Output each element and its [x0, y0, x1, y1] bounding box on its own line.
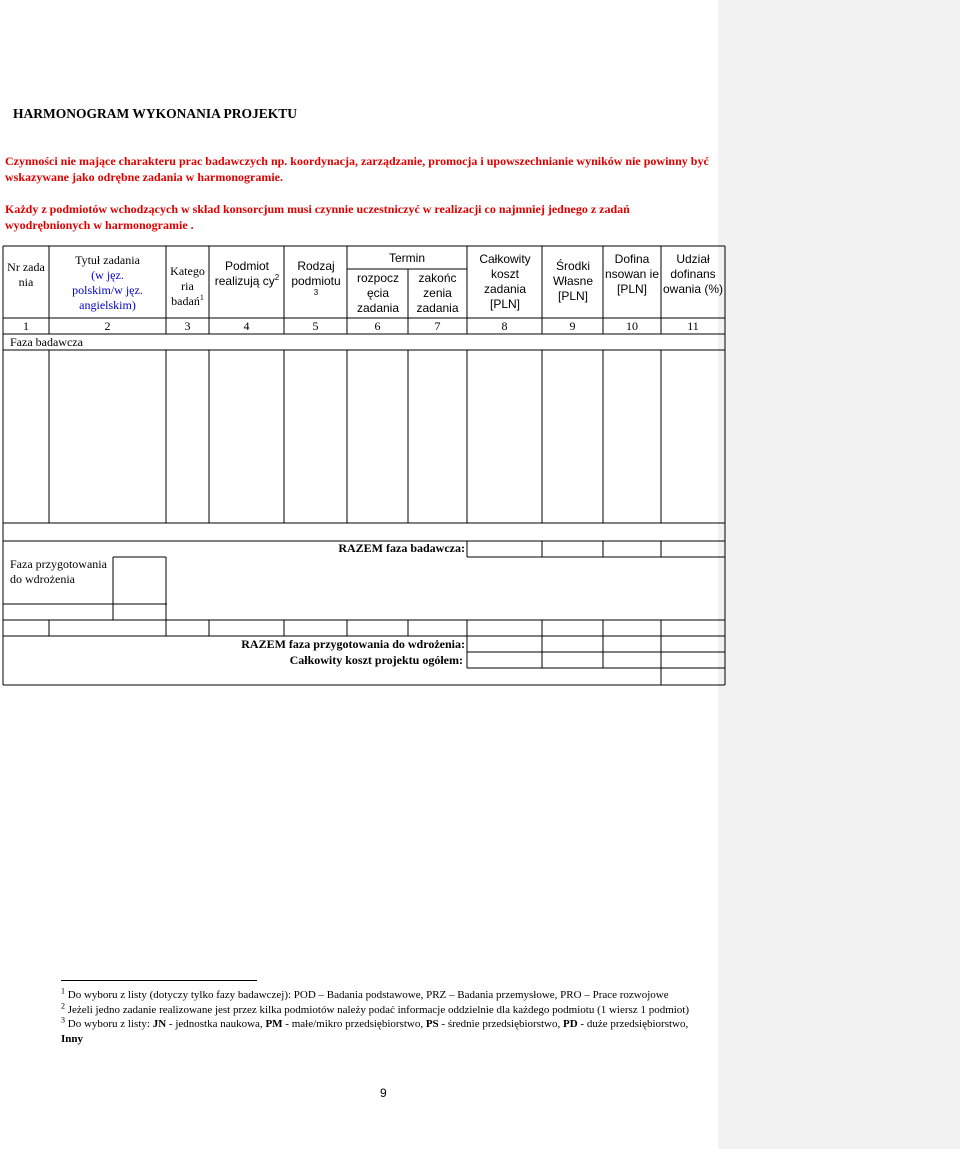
header-executing-entity-label: Podmiot realizują cy	[214, 259, 275, 288]
footnote-ref-3: 3	[313, 288, 319, 297]
footnote-3-code-jn: JN	[152, 1018, 167, 1030]
phase-implementation-label: Faza przygotowania do wdrożenia	[10, 557, 107, 586]
phase-research-label: Faza badawcza	[10, 335, 83, 349]
header-task-title-line4: angielskim)	[79, 298, 136, 312]
header-task-title-line2: (w jęz.	[91, 268, 124, 282]
footnote-3-number: 3	[61, 1015, 65, 1025]
header-own-funds: Środki Własne [PLN]	[552, 259, 593, 303]
footnote-3-code-pm: PM	[265, 1018, 283, 1030]
footnote-ref-2: 2	[274, 273, 280, 282]
header-task-title	[50, 253, 165, 313]
footnote-3-desc-jn: - jednostka naukowa,	[168, 1018, 263, 1030]
footnote-3-code-pd: PD	[563, 1018, 578, 1030]
instruction-note-1: Czynności nie mające charakteru prac badawczych np. koordynacja, zarządzanie, promocja i upowszechnianie wyników nie powinny być wskazywane jako odrębne zadania w harmonogramie.	[5, 154, 709, 184]
header-task-title-line3: polskim/w jęz.	[72, 283, 143, 297]
instruction-note-2: Każdy z podmiotów wchodzących w skład konsorcjum musi czynnie uczestniczyć w realizacji co najmniej jednego z zadań wyodrębnionych w harmonogramie .	[5, 202, 630, 232]
header-research-category-label: Katego ria badań	[170, 264, 205, 308]
column-number: 11	[687, 319, 699, 333]
header-task-title-line1: Tytuł zadania	[75, 253, 140, 267]
footnote-1	[61, 988, 713, 1003]
page-number: 9	[380, 1086, 387, 1100]
footnote-3-intro: Do wyboru z listy:	[67, 1018, 150, 1030]
column-number: 5	[312, 319, 319, 333]
footnote-3-desc-pd: - duże przedsiębiorstwo,	[580, 1018, 689, 1030]
footnote-separator	[61, 980, 257, 981]
column-number: 4	[243, 319, 250, 333]
header-entity-type-label: Rodzaj podmiotu	[291, 259, 341, 288]
column-number: 8	[501, 319, 508, 333]
footnotes	[61, 988, 713, 1046]
header-cofinancing: Dofina nsowan ie [PLN]	[604, 252, 660, 296]
footnote-1-number: 1	[61, 986, 65, 996]
footnote-1-text: Do wyboru z listy (dotyczy tylko fazy badawczej): POD – Badania podstawowe, PRZ – Badania przemysłowe, PRO – Prace rozwojowe	[67, 989, 669, 1001]
footnote-3	[61, 1017, 713, 1046]
header-start-date: rozpocz ęcia zadania	[356, 271, 400, 315]
header-cofinancing-share: Udział dofinans owania (%)	[662, 252, 724, 296]
total-implementation-label: RAZEM faza przygotowania do wdrożenia:	[241, 637, 465, 651]
column-number: 7	[434, 319, 441, 333]
column-number: 3	[184, 319, 191, 333]
footnote-3-desc-pm: - małe/mikro przedsiębiorstwo,	[285, 1018, 424, 1030]
header-term: Termin	[388, 251, 425, 265]
footnote-3-desc-ps: - średnie przedsiębiorstwo,	[441, 1018, 561, 1030]
footnote-ref-1: 1	[199, 293, 204, 302]
footnote-2-number: 2	[61, 1000, 65, 1010]
column-number: 1	[23, 319, 29, 333]
page-title: HARMONOGRAM WYKONANIA PROJEKTU	[13, 106, 298, 121]
column-number: 2	[104, 319, 111, 333]
column-number: 6	[374, 319, 381, 333]
header-end-date: zakońc zenia zadania	[416, 271, 459, 315]
header-task-number: Nr zada nia	[7, 260, 45, 289]
total-research-label: RAZEM faza badawcza:	[338, 541, 465, 555]
header-research-category	[167, 264, 208, 309]
total-project-cost-label: Całkowity koszt projektu ogółem:	[289, 653, 463, 667]
header-executing-entity	[211, 259, 283, 289]
footnote-3-code-inny: Inny	[61, 1032, 84, 1045]
footnote-2-text: Jeżeli jedno zadanie realizowane jest przez kilka podmiotów należy podać informacje oddzielnie dla każdego podmiotu (1 wiersz 1 podmiot)	[67, 1003, 690, 1016]
footnote-3-code-ps: PS	[425, 1018, 439, 1030]
header-total-cost: Całkowity koszt zadania [PLN]	[479, 252, 531, 311]
footnote-2	[61, 1000, 713, 1018]
column-number: 10	[626, 319, 638, 333]
header-entity-type	[286, 259, 346, 304]
column-number: 9	[569, 319, 576, 333]
